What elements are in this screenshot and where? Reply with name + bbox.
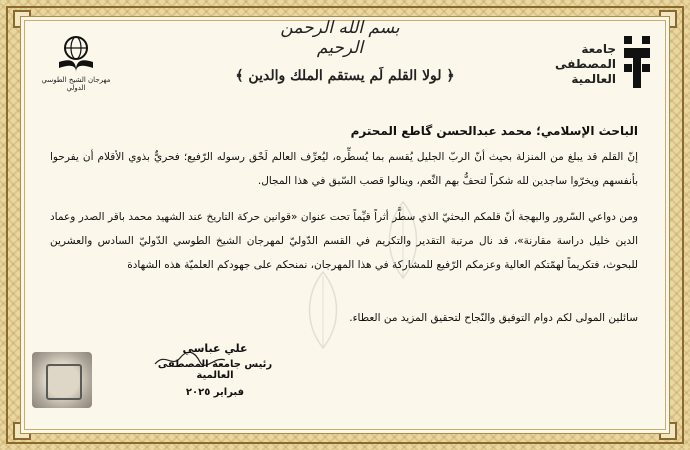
basmala: بسم الله الرحمن الرحيم: [280, 18, 400, 58]
signature-block: [140, 342, 290, 398]
body-paragraph-3: سائلين المولى لكم دوام التوفيق والنّجاح لتحقيق المزيد من العطاء.: [349, 312, 638, 324]
official-seal-icon: [32, 352, 92, 408]
signer-name: علي عباسي: [182, 342, 248, 355]
recipient-salutation: الباحث الإسلامي؛ محمد عبدالحسن گاطع المحترم: [350, 124, 638, 138]
motto-verse: ﴿ لولا القلم لَم يستقم الملك والدين ﴾: [235, 68, 455, 84]
globe-book-icon: [55, 34, 97, 74]
festival-logo-text: مهرجان الشيخ الطوسي الدولي: [41, 76, 111, 92]
body-paragraph-1: إنّ القلم قد يبلغ من المنزلة بحيث أنّ الربّ الجليل يُقسم بما يُسطِّره، ليُعرِّف العالم لَحْق رسوله الرّفيع؛ فحريٌّ بذوي الأقلام أن يفرحوا بأنفسهم ويخرّوا ساجدين لله شكراً لتحفُّ بهم النِّعم، وينالوا قصب السّبق في هذا المجال.: [50, 151, 638, 187]
body-paragraph-2: ومن دواعي السّرور والبهجة أنّ قلمكم البحثيّ الذي سطَّر أثراً قيِّماً تحت عنوان «قوانين حركة التاريخ عند الشهيد محمد باقر الصدر وعماد الدين خليل دراسة مقارنة»، قد نال مرتبة التقدير والتكريم في القسم الدّوليّ لمهرجان الشيخ الطوسي الدّوليّ السادس والعشرين للبحوث، فتكريماً لهمّتكم العالية وعزمكم الرّفيع للمشاركة في هذا المهرجان، نمنحكم على جهودكم العلميّة هذه الشهادة: [50, 211, 638, 271]
signer-title: رئيس جامعة المصطفى العالمية: [157, 359, 273, 381]
festival-logo: [36, 34, 116, 94]
university-emblem-icon: [620, 34, 654, 92]
university-logo: [555, 34, 654, 96]
certificate-date: فبراير ٢٠٢٥: [185, 387, 245, 398]
university-logo-text: جامعة المصطفى العالمية: [555, 42, 616, 86]
